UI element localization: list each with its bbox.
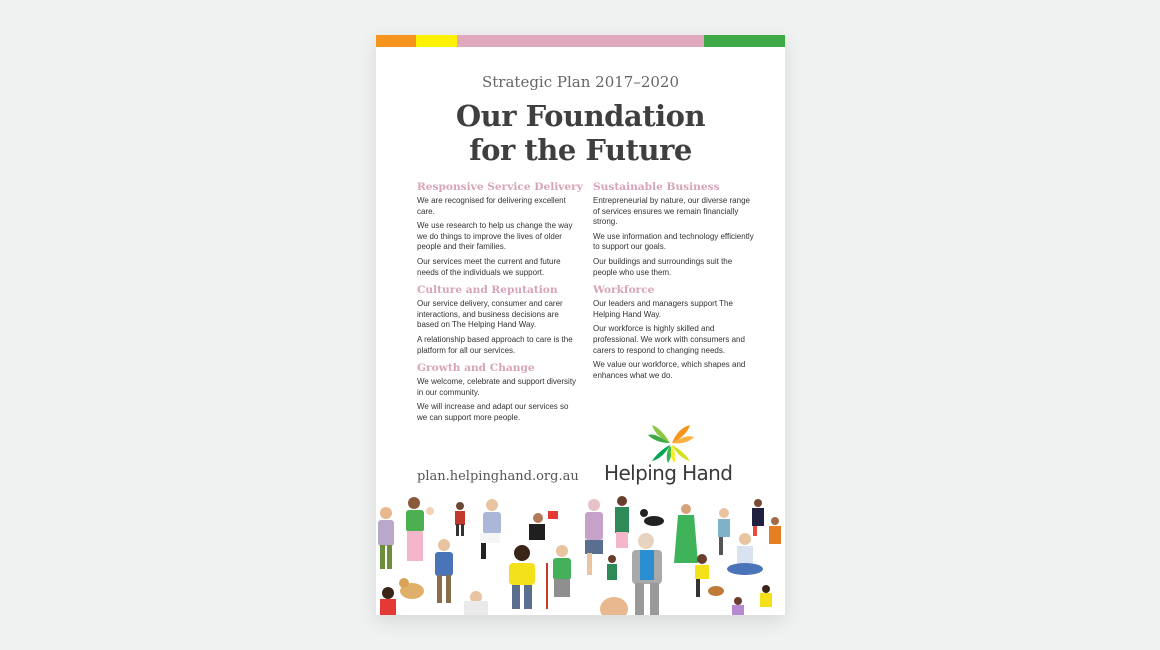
section-paragraph: Our workforce is highly skilled and professional. We work with consumers and carers to respond to changing needs. bbox=[593, 324, 745, 355]
person-8 bbox=[674, 504, 698, 563]
person-4 bbox=[480, 499, 501, 559]
person-22 bbox=[760, 585, 772, 607]
person-23 bbox=[607, 555, 617, 580]
dog bbox=[399, 578, 424, 599]
person-17 bbox=[727, 533, 763, 575]
person-16 bbox=[695, 554, 724, 597]
stripe-pink bbox=[457, 35, 704, 47]
section-paragraph: Our service delivery, consumer and carer interactions, and business decisions are based on The Helping Hand Way. bbox=[417, 299, 563, 330]
section-workforce bbox=[593, 284, 758, 381]
section-paragraph: Entrepreneurial by nature, our diverse range of services ensures we remain financially strong. bbox=[593, 196, 750, 227]
logo-text: Helping Hand bbox=[604, 461, 733, 485]
section-heading: Sustainable Business bbox=[593, 181, 720, 193]
community-people-illustration bbox=[376, 493, 785, 615]
document-subtitle: Strategic Plan 2017–2020 bbox=[482, 73, 679, 91]
person-10 bbox=[752, 499, 764, 536]
person-3 bbox=[455, 502, 465, 536]
section-paragraph: We use information and technology efficiently to support our goals. bbox=[593, 231, 754, 252]
strategic-plan-page bbox=[376, 35, 785, 615]
person-7 bbox=[615, 496, 629, 548]
person-11 bbox=[769, 517, 781, 544]
stripe-orange bbox=[376, 35, 416, 47]
section-paragraph: We use research to help us change the way we do things to improve the lives of older people and their families. bbox=[417, 221, 573, 252]
person-14 bbox=[546, 545, 571, 609]
section-paragraph: Our leaders and managers support The Helping Hand Way. bbox=[593, 299, 733, 319]
person-1 bbox=[378, 507, 394, 569]
left-column bbox=[417, 181, 583, 430]
section-paragraph: Our buildings and surroundings suit the people who use them. bbox=[593, 256, 733, 277]
section-heading: Workforce bbox=[593, 284, 655, 297]
person-15 bbox=[632, 533, 662, 615]
person-19 bbox=[464, 591, 488, 615]
stripe-yellow bbox=[416, 35, 457, 47]
person-2 bbox=[406, 497, 434, 561]
title-line-1: Our Foundation bbox=[455, 99, 706, 133]
section-heading: Culture and Reputation bbox=[417, 284, 558, 297]
title-line-2: for the Future bbox=[469, 133, 692, 167]
section-sustainable-business bbox=[593, 181, 758, 278]
section-heading: Responsive Service Delivery bbox=[417, 181, 583, 193]
person-13 bbox=[509, 545, 535, 609]
person-5 bbox=[529, 511, 558, 540]
person-20 bbox=[600, 597, 628, 615]
website-url: plan.helpinghand.org.au bbox=[417, 469, 579, 484]
section-culture-and-reputation bbox=[417, 284, 579, 356]
stripe-green bbox=[704, 35, 785, 47]
section-growth-and-change bbox=[417, 362, 579, 423]
document-title bbox=[376, 99, 785, 167]
person-18 bbox=[380, 587, 396, 615]
section-heading: Growth and Change bbox=[417, 362, 535, 375]
person-6 bbox=[585, 499, 603, 575]
section-paragraph: We are recognised for delivering excellent care. bbox=[417, 196, 566, 216]
section-responsive-service-delivery bbox=[417, 181, 583, 278]
right-column bbox=[593, 181, 758, 387]
helping-hand-leaf-icon bbox=[646, 423, 696, 463]
person-21 bbox=[732, 597, 744, 615]
person-12 bbox=[435, 539, 453, 603]
cat-silhouette bbox=[640, 509, 664, 526]
section-paragraph: We will increase and adapt our services so we can support more people. bbox=[417, 402, 569, 422]
section-paragraph: We welcome, celebrate and support diversity in our community. bbox=[417, 377, 577, 397]
person-9 bbox=[718, 508, 730, 555]
section-paragraph: Our services meet the current and future needs of the individuals we support. bbox=[417, 256, 561, 277]
section-paragraph: A relationship based approach to care is the platform for all our services. bbox=[417, 334, 573, 355]
section-paragraph: We value our workforce, which shapes and enhances what we do. bbox=[593, 360, 746, 380]
